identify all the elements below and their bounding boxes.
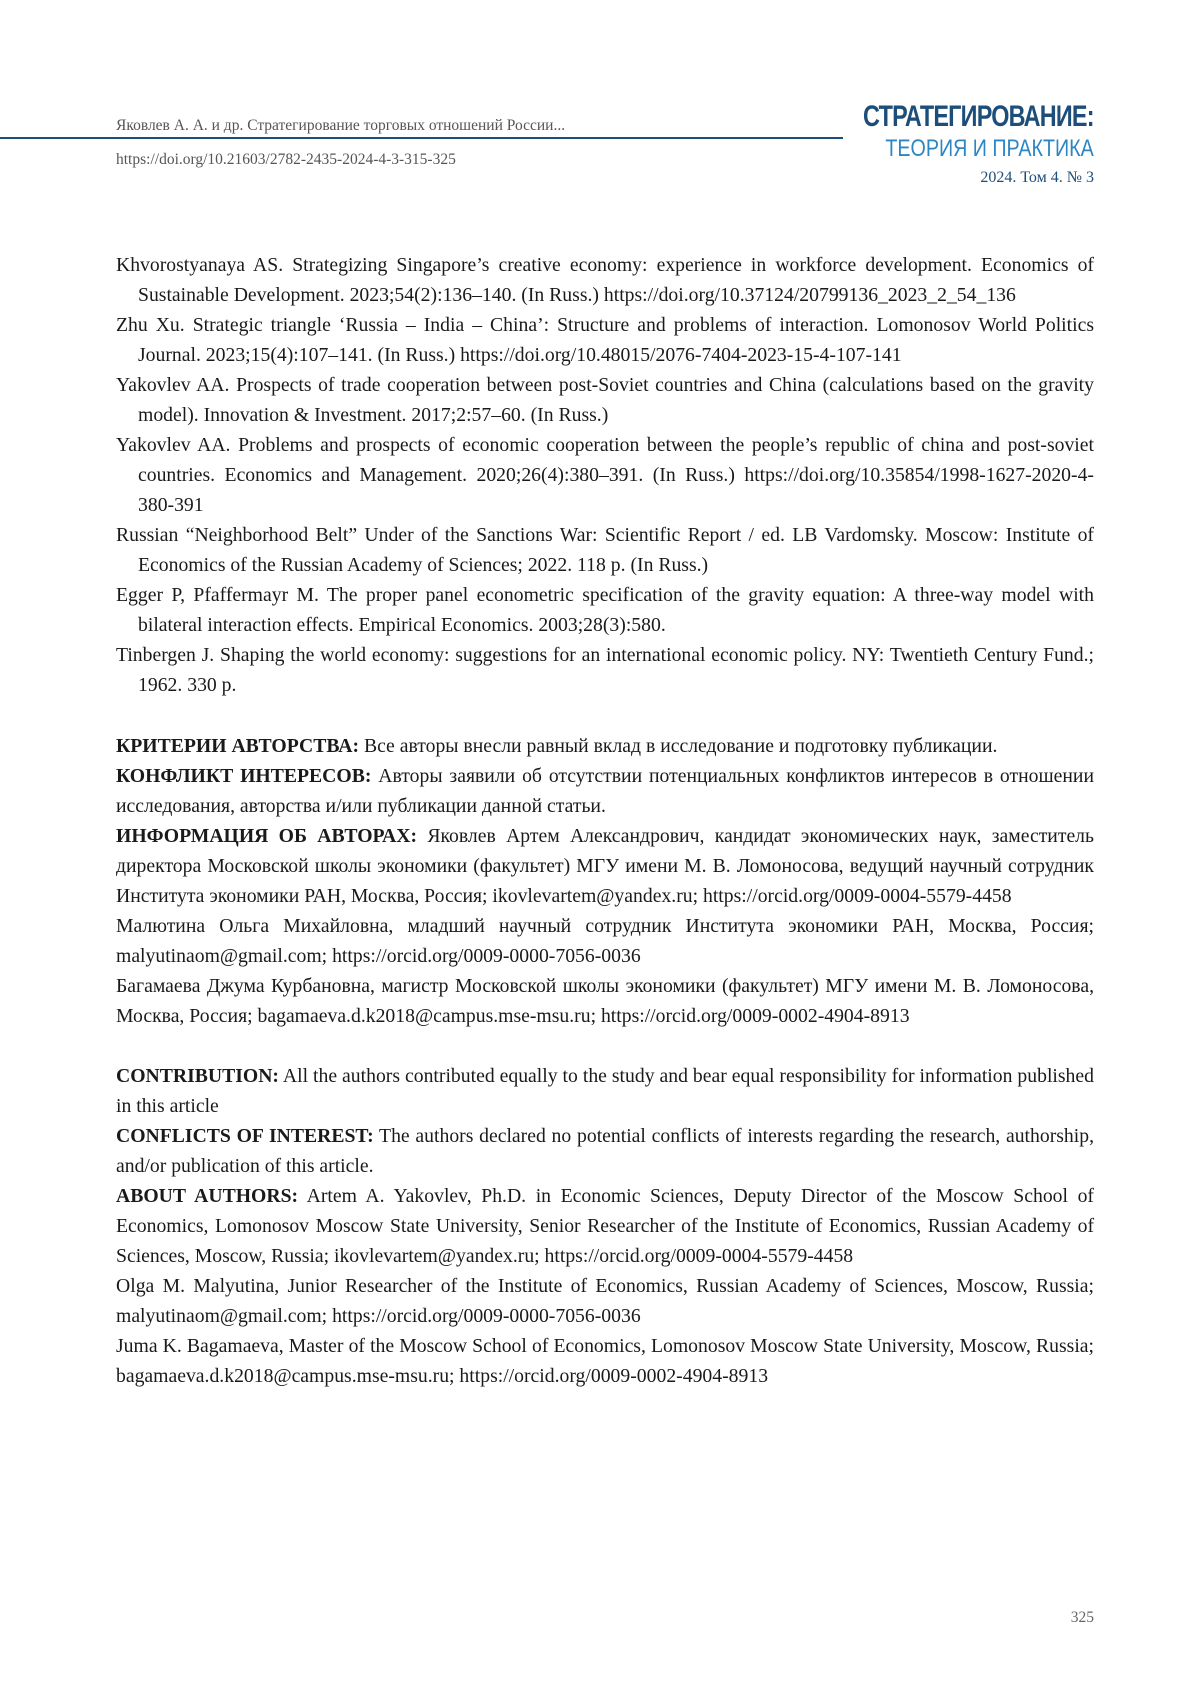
header-rule — [0, 137, 843, 139]
contribution-label: CONTRIBUTION: — [116, 1065, 279, 1087]
reference-item: Yakovlev AA. Problems and prospects of economic cooperation between the people’s republic of china and post-soviet countries. Economics and Management. 2020;26(4):380–391. (In Russ.) https://doi.org/10.35854/1998-1627-2020-4-380-391 — [116, 434, 1094, 516]
about-label: ABOUT AUTHORS: — [116, 1185, 299, 1207]
conflicts-text: The authors declared no potential conflicts of interests regarding the research, authorship, and/or publication of this article. — [116, 1125, 1095, 1177]
info-text: Яковлев Артем Александрович, кандидат экономических наук, заместитель директора Московской школы экономики (факультет) МГУ имени М. В. Ломоносова, ведущий научный сотрудник Института экономики РАН, Москва, Россия; ikovlevartem@yandex.ru; https://orcid.org/0009-0004-5579-4458 — [116, 825, 1094, 907]
running-header — [116, 114, 841, 138]
reference-item: Tinbergen J. Shaping the world economy: suggestions for an international economic policy. NY: Twentieth Century Fund.; 1962. 330 p. — [116, 644, 1094, 696]
about-paragraph — [116, 1181, 1094, 1271]
reference-item: Zhu Xu. Strategic triangle ‘Russia – India – China’: Structure and problems of interaction. Lomonosov World Politics Journal. 2023;15(4):107–141. (In Russ.) https://doi.org/10.48015/2076-7404-2023-15-4-107-141 — [116, 314, 1094, 366]
reference-item: Khvorostyanaya AS. Strategizing Singapore’s creative economy: experience in workforce development. Economics of Sustainable Development. 2023;54(2):136–140. (In Russ.) https://doi.org/10.37124/20799136_2023_2_54_136 — [116, 254, 1094, 306]
journal-name-line2: ТЕОРИЯ И ПРАКТИКА — [885, 135, 1094, 162]
author-paragraph: Багамаева Джума Курбановна, магистр Московской школы экономики (факультет) МГУ имени М. В. Ломоносова, Москва, Россия; bagamaeva.d.k2018@campus.mse-msu.ru; https://orcid.org/0009-0002-4904-8913 — [116, 975, 1094, 1027]
conflict-paragraph — [116, 761, 1094, 821]
english-author-info — [116, 1061, 1094, 1391]
contribution-text: All the authors contributed equally to the study and bear equal responsibility for information published in this article — [116, 1065, 1094, 1117]
author-paragraph: Малютина Ольга Михайловна, младший научный сотрудник Института экономики РАН, Москва, Россия; malyutinaom@gmail.com; https://orcid.org/0009-0000-7056-0036 — [116, 915, 1094, 967]
author-paragraph: Olga M. Malyutina, Junior Researcher of the Institute of Economics, Russian Academy of Sciences, Moscow, Russia; malyutinaom@gmail.com; https://orcid.org/0009-0000-7056-0036 — [116, 1275, 1094, 1327]
conflicts-label: CONFLICTS OF INTEREST: — [116, 1125, 374, 1147]
russian-author-info — [116, 731, 1094, 1031]
author-paragraph: Juma K. Bagamaeva, Master of the Moscow School of Economics, Lomonosov Moscow State University, Moscow, Russia; bagamaeva.d.k2018@campus.mse-msu.ru; https://orcid.org/0009-0002-4904-8913 — [116, 1335, 1094, 1387]
reference-list — [116, 250, 1094, 700]
reference-item: Egger P, Pfaffermayr M. The proper panel econometric specification of the gravity equation: A three-way model with bilateral interaction effects. Empirical Economics. 2003;28(3):580. — [116, 584, 1094, 636]
article-doi: https://doi.org/10.21603/2782-2435-2024-4-3-315-325 — [116, 151, 456, 168]
conflict-text: Авторы заявили об отсутствии потенциальных конфликтов интересов в отношении исследования, авторства и/или публикации данной статьи. — [116, 765, 1095, 817]
criteria-text: Все авторы внесли равный вклад в исследование и подготовку публикации. — [359, 735, 998, 757]
journal-name-line1: СТРАТЕГИРОВАНИЕ: — [863, 100, 1094, 133]
conflict-label: КОНФЛИКТ ИНТЕРЕСОВ: — [116, 765, 372, 787]
conflicts-paragraph — [116, 1121, 1094, 1181]
page-content — [116, 250, 1094, 1391]
info-paragraph — [116, 821, 1094, 911]
criteria-label: КРИТЕРИИ АВТОРСТВА: — [116, 735, 360, 757]
page-number: 325 — [1070, 1609, 1094, 1626]
reference-item: Yakovlev AA. Prospects of trade cooperation between post-Soviet countries and China (calculations based on the gravity model). Innovation & Investment. 2017;2:57–60. (In Russ.) — [116, 374, 1094, 426]
journal-issue: 2024. Том 4. № 3 — [980, 169, 1094, 186]
about-text: Artem A. Yakovlev, Ph.D. in Economic Sciences, Deputy Director of the Moscow School of Economics, Lomonosov Moscow State University, Senior Researcher of the Institute of Economics, Russian Academy of Sciences, Moscow, Russia; ikovlevartem@yandex.ru; https://orcid.org/0009-0004-5579-4458 — [116, 1185, 1094, 1267]
reference-item: Russian “Neighborhood Belt” Under of the Sanctions War: Scientific Report / ed. LB Vardomsky. Moscow: Institute of Economics of the Russian Academy of Sciences; 2022. 118 p. (In Russ.) — [116, 524, 1094, 576]
criteria-paragraph — [116, 731, 1094, 761]
journal-logo — [798, 100, 1094, 190]
running-title: Яковлев А. А. и др. Стратегирование торговых отношений России... — [116, 117, 566, 134]
contribution-paragraph — [116, 1061, 1094, 1121]
info-label: ИНФОРМАЦИЯ ОБ АВТОРАХ: — [116, 825, 418, 847]
